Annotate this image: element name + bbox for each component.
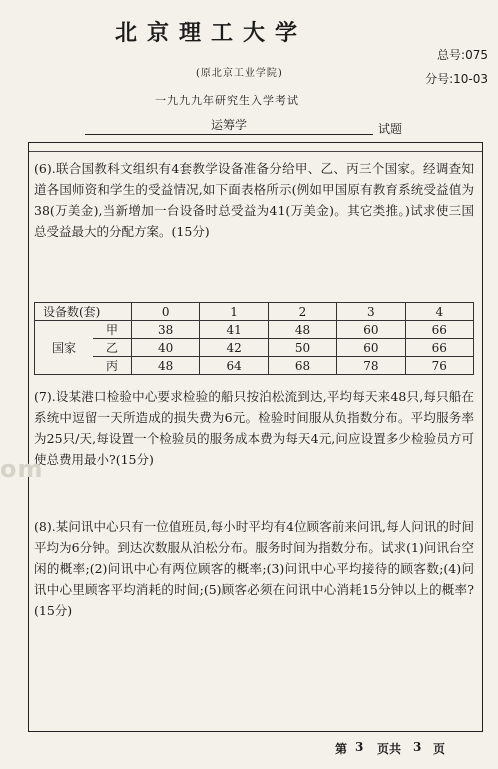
serial-part: 分号:10-03: [425, 72, 488, 86]
table-cell: 76: [405, 357, 473, 375]
question-8: (8).某问讯中心只有一位值班员,每小时平均有4位顾客前来问讯,每人问讯的时间平均为6分钟。到达次数服从泊松分布。服务时间为指数分布。试求(1)问讯台空闲的概率;(2)问讯中心有两位顾客的概率;(3)问讯中心平均接待的顾客数;(4)问讯中心里顾客平均消耗的时间;(5)顾客必须在问讯中心消耗15分钟以上的概率?(15分): [34, 519, 474, 618]
table-row: [35, 339, 474, 357]
table-cell: 66: [405, 321, 473, 339]
former-name: (原北京工业学院): [196, 68, 283, 79]
column-header: 4: [405, 303, 473, 321]
table-cell: 48: [268, 321, 336, 339]
frame-inner-rule: [29, 151, 482, 152]
table-cell: 66: [405, 339, 473, 357]
table-cell: 50: [268, 339, 336, 357]
total-prefix: 页共: [377, 742, 402, 756]
table-cell: 38: [132, 321, 200, 339]
table-cell: 64: [200, 357, 268, 375]
question-7: (7).设某港口检验中心要求检验的船只按泊松流到达,平均每天来48只,每只船在系统中逗留一天所造成的损失费为6元。检验时间服从负指数分布。平均服务率为25只/天,每设置一个检验员的服务成本费为每天4元,问应设置多少检验员方可使总费用最小?(15分): [34, 389, 474, 467]
table-row: [35, 357, 474, 375]
country-cell: 乙: [93, 339, 132, 357]
table-cell: 40: [132, 339, 200, 357]
group-label: 国家: [35, 321, 94, 375]
table-header-row: [35, 303, 474, 321]
subject-suffix: 试题: [378, 122, 403, 136]
page-suffix: 页: [433, 742, 446, 756]
exam-title: 一九九九年研究生入学考试: [155, 94, 299, 107]
table-cell: 42: [200, 339, 268, 357]
table-cell: 68: [268, 357, 336, 375]
university-name: 北京理工大学: [115, 20, 308, 46]
column-header: 0: [132, 303, 200, 321]
table-row: [35, 321, 474, 339]
table-cell: 60: [337, 321, 405, 339]
column-header: 3: [337, 303, 405, 321]
watermark: om: [0, 455, 44, 483]
subject-field: 运筹学: [85, 116, 373, 135]
table-cell: 48: [132, 357, 200, 375]
total-pages: 3: [413, 740, 422, 754]
table-header-label: 设备数(套): [35, 303, 132, 321]
page-number: 3: [355, 740, 364, 754]
benefit-table: [34, 302, 474, 375]
table-cell: 78: [337, 357, 405, 375]
country-cell: 丙: [93, 357, 132, 375]
table-cell: 60: [337, 339, 405, 357]
page-prefix: 第: [335, 742, 348, 756]
table-cell: 41: [200, 321, 268, 339]
column-header: 1: [200, 303, 268, 321]
column-header: 2: [268, 303, 336, 321]
country-cell: 甲: [93, 321, 132, 339]
serial-total: 总号:075: [437, 48, 488, 62]
question-6: (6).联合国教科文组织有4套教学设备准备分给甲、乙、丙三个国家。经调查知道各国师资和学生的受益情况,如下面表格所示(例如甲国原有教育系统受益值为38(万美金),当新增加一台设备时总受益为41(万美金)。其它类推。)试求使三国总受益最大的分配方案。(15分): [34, 161, 474, 239]
